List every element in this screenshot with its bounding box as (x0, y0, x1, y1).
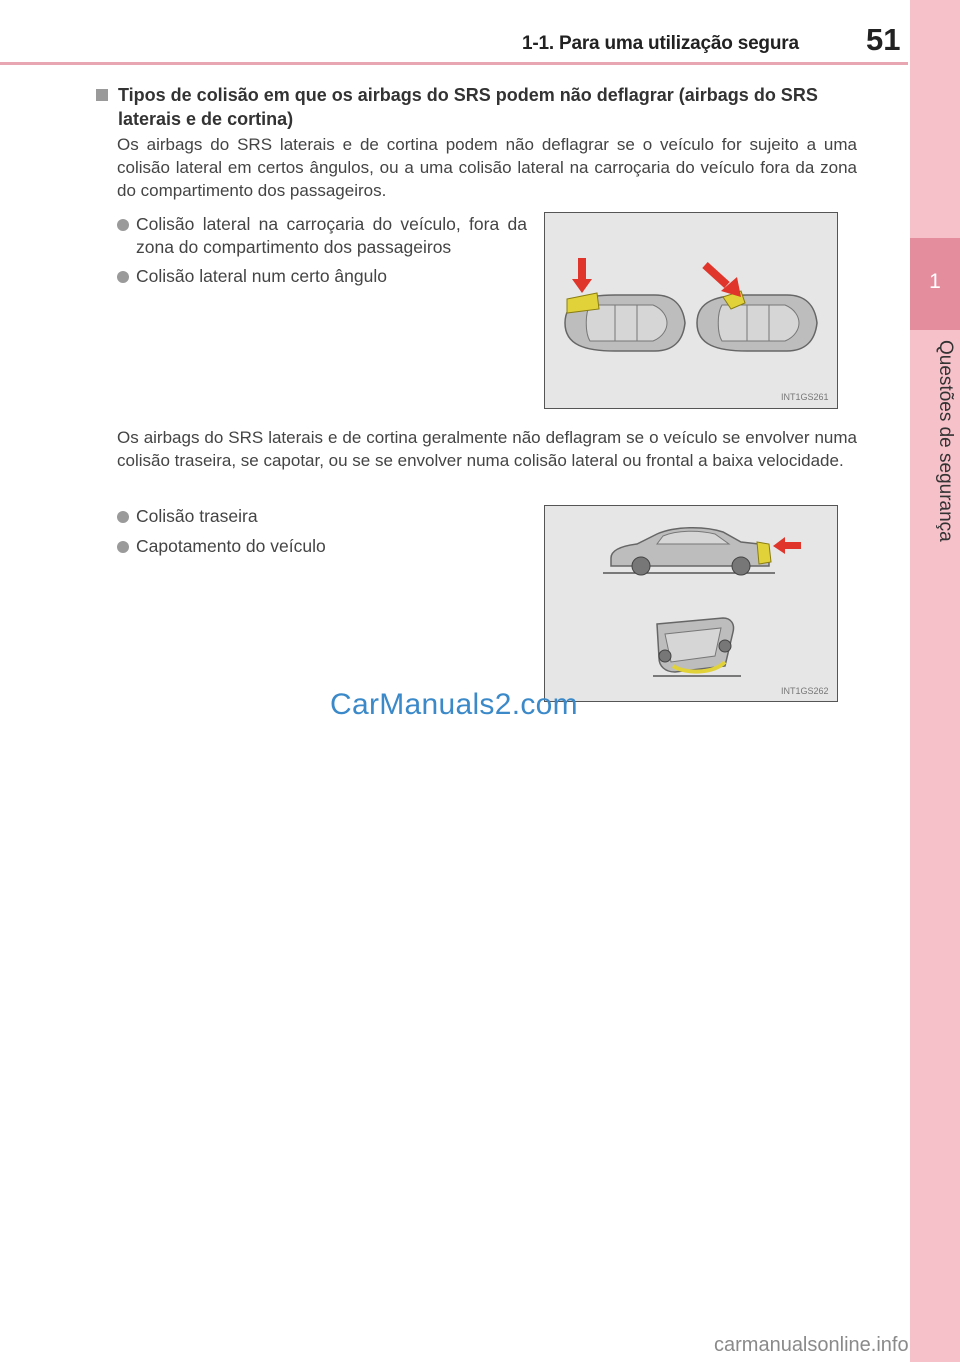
list-item (117, 535, 497, 558)
list-item-text: Capotamento do veículo (136, 536, 326, 556)
square-bullet-icon (96, 89, 108, 101)
chapter-side-tab (910, 0, 960, 1362)
impact-arrow-icon (572, 258, 592, 293)
section-heading-text: Tipos de colisão em que os airbags do SRS podem não deflagrar (airbags do SRS laterais e de cortina) (118, 85, 818, 129)
section-heading (96, 83, 866, 131)
list-item (117, 265, 527, 288)
figure-code: INT1GS261 (781, 392, 829, 402)
list-item (117, 213, 527, 259)
list-item-text: Colisão lateral na carroçaria do veículo, fora da zona do compartimento dos passageiros (136, 214, 527, 257)
car-top-view-icon (565, 293, 685, 351)
list-item (117, 505, 497, 528)
header-divider (0, 62, 908, 65)
figure-code: INT1GS262 (781, 686, 829, 696)
figure-rear-rollover (544, 505, 838, 702)
car-side-view-icon (611, 528, 771, 575)
page-number: 51 (866, 22, 901, 57)
list-item-text: Colisão lateral num certo ângulo (136, 266, 387, 286)
section-title: 1-1. Para uma utilização segura (522, 33, 799, 54)
watermark-link[interactable]: CarManuals2.com (330, 688, 578, 721)
round-bullet-icon (117, 271, 129, 283)
list-item-text: Colisão traseira (136, 506, 258, 526)
rear-rollover-illustration (545, 506, 837, 701)
footer-watermark-link[interactable]: carmanualsonline.info (714, 1334, 909, 1356)
round-bullet-icon (117, 219, 129, 231)
overturned-car-icon (657, 618, 734, 672)
round-bullet-icon (117, 541, 129, 553)
chapter-title: Questões de segurança (935, 340, 956, 542)
paragraph-side-curtain: Os airbags do SRS laterais e de cortina podem não deflagrar se o veículo for sujeito a uma colisão lateral em certos ângulos, ou a uma colisão lateral na carroçaria do veículo fora da zona do compartimento dos passageiros. (117, 135, 857, 200)
figure-side-collision (544, 212, 838, 409)
round-bullet-icon (117, 511, 129, 523)
side-collision-illustration (545, 213, 837, 408)
impact-arrow-icon (773, 537, 801, 554)
car-top-view-icon (697, 291, 817, 351)
impact-arrow-icon (705, 265, 741, 297)
chapter-number: 1 (929, 270, 941, 293)
paragraph-no-deploy: Os airbags do SRS laterais e de cortina geralmente não deflagram se o veículo se envolver numa colisão traseira, se capotar, ou se se envolver numa colisão lateral ou frontal a baixa velocidade. (117, 428, 857, 470)
